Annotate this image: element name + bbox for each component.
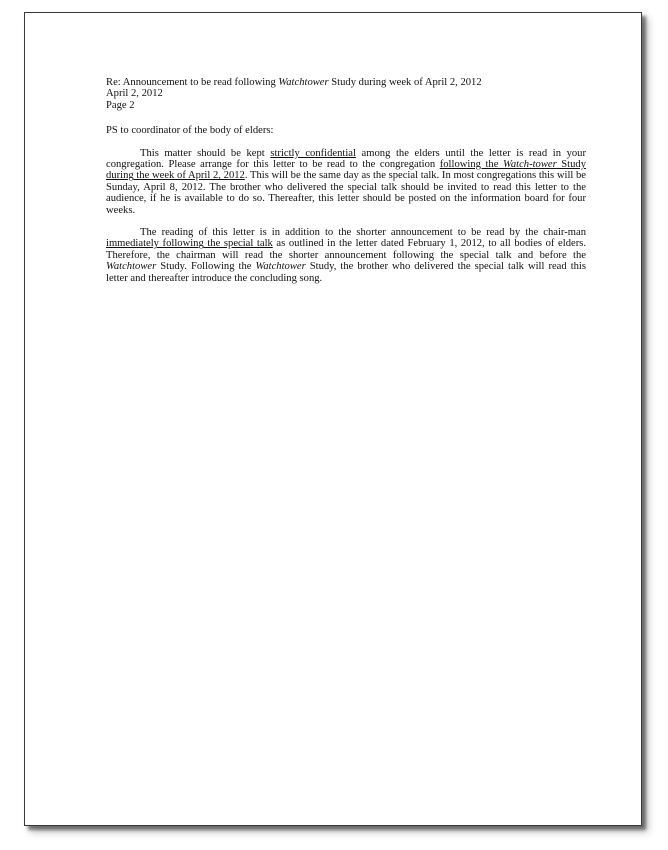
p1-text-a: This matter should be kept — [140, 147, 271, 159]
subject-suffix: Study during week of April 2, 2012 — [328, 77, 482, 88]
p2-text-a: The reading of this letter is in addition to the shorter announcement to be read by the chair-man — [140, 227, 586, 239]
salutation: PS to coordinator of the body of elders: — [106, 125, 274, 137]
paragraph-2 — [106, 227, 586, 284]
p1-underline-study-week: Study during the week of April 2, 2012 — [106, 159, 587, 182]
subject-line — [106, 77, 586, 88]
p1-underline-watchtower: Watch-tower — [502, 159, 557, 171]
header-date: April 2, 2012 — [106, 88, 163, 100]
paragraph-1 — [106, 148, 586, 216]
document-page — [24, 12, 642, 826]
p1-underline-confidential: strictly confidential — [270, 147, 356, 159]
p1-underline-following: following the — [439, 159, 503, 171]
p2-text-c: as outlined in the letter dated February 1, 2012, to all bodies of elders. Therefore, the chairman will read the shorter announcement following the special talk and before the — [106, 238, 586, 261]
p2-text-g: Study, the brother who delivered the special talk will read this letter and thereafter introduce the concluding song. — [106, 261, 587, 284]
p2-underline-immediately: immediately following the special talk — [106, 238, 273, 250]
page-number: Page 2 — [106, 99, 135, 111]
subject-italic: Watchtower — [278, 77, 329, 88]
letter-content — [106, 77, 586, 284]
subject-prefix: Re: Announcement to be read following — [106, 77, 279, 88]
p2-text-e: Study. Following the — [156, 261, 256, 273]
p2-italic-watchtower-2: Watchtower — [255, 261, 306, 273]
p1-text-c: among the elders until the letter is read in your congregation. Please arrange for this letter to be read to the congregation — [106, 147, 586, 171]
p1-text-g: . This will be the same day as the special talk. In most congregations this will be Sunday, April 8, 2012. The brother who delivered the special talk should be invited to read this letter to the audience, if he is available to do so. Thereafter, this letter should be posted on the information board for four weeks. — [106, 170, 587, 216]
p2-italic-watchtower-1: Watchtower — [106, 261, 157, 273]
